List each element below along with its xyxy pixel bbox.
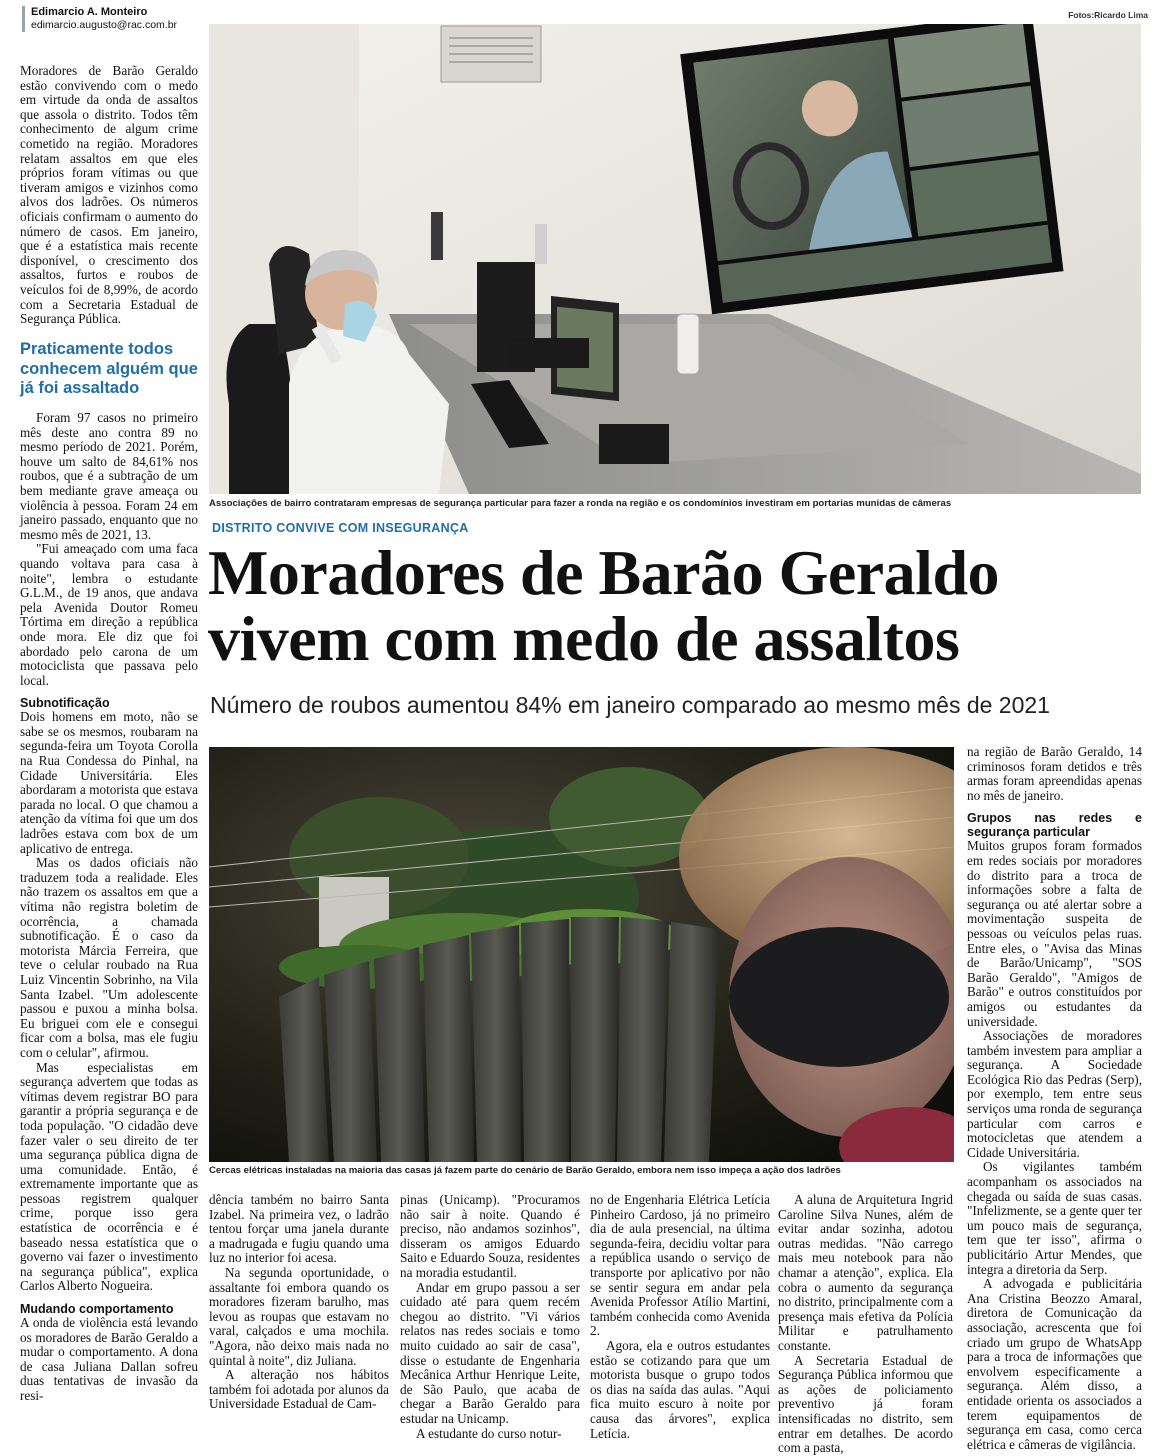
article-col-e [967, 745, 1142, 1452]
headline: Moradores de Barão Geraldo vivem com medo de assaltos [208, 537, 1000, 674]
security-room-illustration [209, 24, 1141, 494]
article-col-1a [20, 64, 198, 327]
paragraph: Foram 97 casos no primeiro mês deste ano contra 89 no mesmo período de 2021. Porém, houve um salto de 84,61% nos roubos, que é a subtração de um bem mediante grave ameaça ou violência à pessoa. Foram 24 em janeiro passado, enquanto que no mesmo mês de 2021, 13. [20, 410, 198, 542]
photo-credit: Fotos:Ricardo Lima [1068, 10, 1148, 20]
article-col-d [778, 1193, 953, 1456]
author-email[interactable]: edimarcio.augusto@rac.com.br [31, 19, 178, 31]
author-name: Edimarcio A. Monteiro [31, 6, 148, 18]
security-room-photo [209, 24, 1141, 494]
paragraph: Muitos grupos foram formados em redes sociais por moradores do distrito para a troca de informações sobre a falta de segurança ou até alertar sobre a movimentação suspeita de pessoas ou veículos pelas ruas. Entre eles, o "Avisa das Minas de Barão/Unicamp", "SOS Barão Geraldo", "Amigos de Barão" e outros constituídos por amigos ou estudantes da universidade. [967, 838, 1142, 1029]
paragraph: A estudante do curso notur- [416, 1425, 562, 1441]
fence-illustration [209, 747, 954, 1162]
byline [22, 6, 211, 32]
article-col-b [400, 1193, 580, 1441]
article-col-1b [20, 411, 198, 1404]
paragraph: Dois homens em moto, não se sabe se os mesmos, roubaram na segunda-feira um Toyota Corolla na Rua Condessa do Pinhal, na Cidade Universitária. Eles abordaram a motorista que estava parada no local. O que chamou a atenção da vítima foi que um dos ladrões estava com box de um aplicativo de entrega. [20, 709, 198, 856]
paragraph: Andar em grupo passou a ser cuidado até para quem recém chegou ao distrito. "Vi vários relatos nas redes sociais e tomo muito cuidado ao sair de casa", disse o estudante de Engenharia Mecânica Arthur Henrique Leite, de São Paulo, que acaba de chegar a Barão Geraldo para estudar na Unicamp. [400, 1279, 580, 1426]
paragraph: Moradores de Barão Geraldo estão convivendo com o medo em virtude da onda de assaltos que assola o distrito. Todos têm conhecimento de algum crime cometido na região. Moradores relatam assaltos em que eles próprios foram vítimas ou que tiveram amigos e vizinhos como alvos dos ladrões. Os números oficiais confirmam o aumento do número de casos. Em janeiro, que é a estatística mais recente disponível, o crescimento dos assaltos, furtos e roubos de veículos foi de 8,99%, de acordo com a Secretaria Estadual de Segurança Pública. [20, 63, 198, 327]
paragraph: A Secretaria Estadual de Segurança Pública informou que as ações de policiamento preventivo já foram intensificadas no distrito, sem entrar em detalhes. De acordo com a pasta, [778, 1352, 953, 1456]
section-heading: Mudando comportamento [20, 1302, 174, 1317]
paragraph: A advogada e publicitária Ana Cristina Beozzo Amaral, diretora de Comunicação da associação, acrescenta que foi criado um grupo de WhatsApp para a troca de informações que envolvem especificamente a segurança. Além disso, a entidade orienta os associados a terem equipamentos de segurança em casa, como cerca elétrica e câmeras de vigilância. [967, 1276, 1142, 1452]
paragraph: A aluna de Arquitetura Ingrid Caroline Silva Nunes, além de evitar andar sozinha, adotou outras medidas. "Não carrego mais meu notebook para não chamar a atenção", explica. Ela cobra o aumento da segurança no distrito, principalmente com a presença mais efetiva da Polícia Militar e patrulhamento constante. [778, 1192, 953, 1353]
paragraph: A onda de violência está levando os moradores de Barão Geraldo a mudar o comportamento. A dona de casa Juliana Dallan sofreu duas tentativas de invasão da resi- [20, 1315, 198, 1403]
section-heading: Grupos nas redes e segurança particular [967, 811, 1142, 840]
bottom-photo-caption: Cercas elétricas instaladas na maioria das casas já fazem parte do cenário de Barão Geraldo, embora nem isso impeça a ação dos ladrões [209, 1165, 841, 1176]
paragraph: A alteração nos hábitos também foi adotada por alunos da Universidade Estadual de Cam- [209, 1367, 389, 1412]
paragraph: na região de Barão Geraldo, 14 criminosos foram detidos e três armas foram apreendidas apenas no mês de janeiro. [967, 744, 1142, 803]
paragraph: Agora, ela e outros estudantes estão se cotizando para que um motorista busque o grupo todos os dias na saída das aulas. "Aqui fica muito escuro à noite por causa das árvores", explica Letícia. [590, 1337, 770, 1441]
paragraph: no de Engenharia Elétrica Letícia Pinheiro Cardoso, já no primeiro dia de aula presencial, na última segunda-feira, decidiu voltar para a república usando o serviço de transporte por aplicativo por não se sentir segura em andar pela Avenida Professor Atílio Martini, também conhecida como Avenida 2. [590, 1192, 770, 1339]
article-col-c [590, 1193, 770, 1441]
paragraph: Na segunda oportunidade, o assaltante foi embora quando os moradores fizeram barulho, mas levou as roupas que estavam no varal, calçados e uma mochila. "Agora, não deixo mais nada no quintal à noite", diz Juliana. [209, 1264, 389, 1368]
paragraph: "Fui ameaçado com uma faca quando voltava para casa à noite", lembra o estudante G.L.M., de 19 anos, que andava pela Avenida Doutor Romeu Tórtima em direção a república onde mora. Ele diz que foi abordado pelo carona de um motociclista que passava pelo local. [20, 541, 198, 688]
pullquote-subhead: Praticamente todos conhecem alguém que já foi assaltado [20, 340, 198, 397]
paragraph: Mas especialistas em segurança advertem que todas as vítimas devem registrar BO para garantir a própria segurança e de toda população. "O cidadão deve fazer valer o seu direito de ter uma segurança pública digna de uma comunidade. Então, é extremamente importante que as pessoas registrem qualquer crime, porque isso gera estatística de ocorrência e é baseado nessa estatística que o governo vai fazer o investimento na segurança pública", explica Carlos Alberto Nogueira. [20, 1059, 198, 1294]
paragraph: Associações de moradores também investem para ampliar a segurança. A Sociedade Ecológica Rio das Pedras (Serp), por exemplo, tem entre seus serviços uma ronda de segurança particular com carros e motocicletas que atendem a Cidade Universitária. [967, 1028, 1142, 1160]
deck: Número de roubos aumentou 84% em janeiro comparado ao mesmo mês de 2021 [210, 692, 1050, 718]
paragraph: dência também no bairro Santa Izabel. Na primeira vez, o ladrão tentou forçar uma janela durante a madrugada e fugiu quando uma luz no interior foi acesa. [209, 1192, 389, 1266]
paragraph: Os vigilantes também acompanham os associados na chegada ou saída de suas casas. "Infelizmente, se a gente quer ter um pouco mais de segurança, tem que ter isso", afirma o publicitário Artur Mendes, que integra a diretoria da Serp. [967, 1159, 1142, 1277]
fence-photo [209, 747, 954, 1162]
paragraph: pinas (Unicamp). "Procuramos não sair à noite. Quando é preciso, não andamos sozinhos", disseram os amigos Eduardo Saito e Eduardo Souza, residentes na moradia estudantil. [400, 1192, 580, 1280]
section-kicker: DISTRITO CONVIVE COM INSEGURANÇA [212, 521, 469, 535]
article-col-a [209, 1193, 389, 1412]
section-heading: Subnotificação [20, 696, 110, 711]
paragraph: Mas os dados oficiais não traduzem toda a realidade. Eles não trazem os assaltos em que a vítima não registra boletim de ocorrência, a chamada subnotificação. É o caso da motorista Márcia Ferreira, que teve o celular roubado na Rua Luiz Vincentin Sobrinho, na Vila Santa Izabel. "Um adolescente passou e puxou a minha bolsa. Eu briguei com ele e consegui ficar com a bolsa, mas ele fugiu com o celular", afirmou. [20, 855, 198, 1060]
top-photo-caption: Associações de bairro contrataram empresas de segurança particular para fazer a ronda na região e os condomínios investiram em portarias munidas de câmeras [209, 498, 952, 509]
